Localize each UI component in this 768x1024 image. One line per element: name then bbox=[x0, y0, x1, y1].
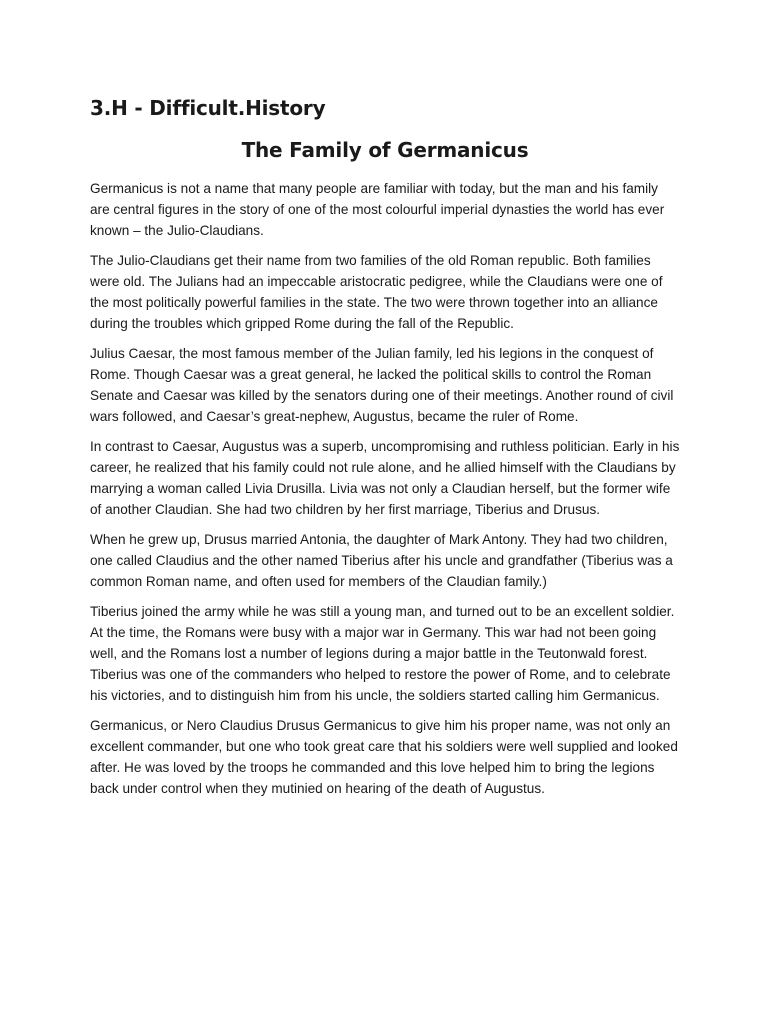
paragraph-7: Germanicus, or Nero Claudius Drusus Germanicus to give him his proper name, was not only an excellent commander, but one who took great care that his soldiers were well supplied and looked after. He was loved by the troops he commanded and this love helped him to bring the legions back under control when they mutinied on hearing of the death of Augustus. bbox=[90, 718, 678, 796]
paragraph-5: When he grew up, Drusus married Antonia, the daughter of Mark Antony. They had two children, one called Claudius and the other named Tiberius after his uncle and grandfather (Tiberius was a common Roman name, and often used for members of the Claudian family.) bbox=[90, 532, 673, 589]
paragraph-3: Julius Caesar, the most famous member of the Julian family, led his legions in the conquest of Rome. Though Caesar was a great general, he lacked the political skills to control the Roman Senate and Caesar was killed by the senators during one of their meetings. Another round of civil wars followed, and Caesar’s great-nephew, Augustus, became the ruler of Rome. bbox=[90, 346, 674, 424]
paragraph-1: Germanicus is not a name that many people are familiar with today, but the man and his family are central figures in the story of one of the most colourful imperial dynasties the world has ever known – the Julio-Claudians. bbox=[90, 181, 665, 238]
paragraph-6: Tiberius joined the army while he was still a young man, and turned out to be an excellent soldier. At the time, the Romans were busy with a major war in Germany. This war had not been going well, and the Romans lost a number of legions during a major battle in the Teutonwald forest. Tiberius was one of the commanders who helped to restore the power of Rome, and to celebrate his victories, and to distinguish him from his uncle, the soldiers started calling him Germanicus. bbox=[90, 604, 675, 703]
paragraph-4: In contrast to Caesar, Augustus was a superb, uncompromising and ruthless politician. Early in his career, he realized that his family could not rule alone, and he allied himself with the Claudians by marrying a woman called Livia Drusilla. Livia was not only a Claudian herself, but the former wife of another Claudian. She had two children by her first marriage, Tiberius and Drusus. bbox=[90, 439, 680, 517]
paragraph-2: The Julio-Claudians get their name from two families of the old Roman republic. Both families were old. The Julians had an impeccable aristocratic pedigree, while the Claudians were one of the most politically powerful families in the state. The two were thrown together into an alliance during the troubles which gripped Rome during the fall of the Republic. bbox=[90, 253, 663, 331]
document-page bbox=[90, 94, 680, 808]
page-title: The Family of Germanicus bbox=[241, 138, 529, 162]
section-heading: 3.H - Difficult.History bbox=[90, 96, 326, 120]
